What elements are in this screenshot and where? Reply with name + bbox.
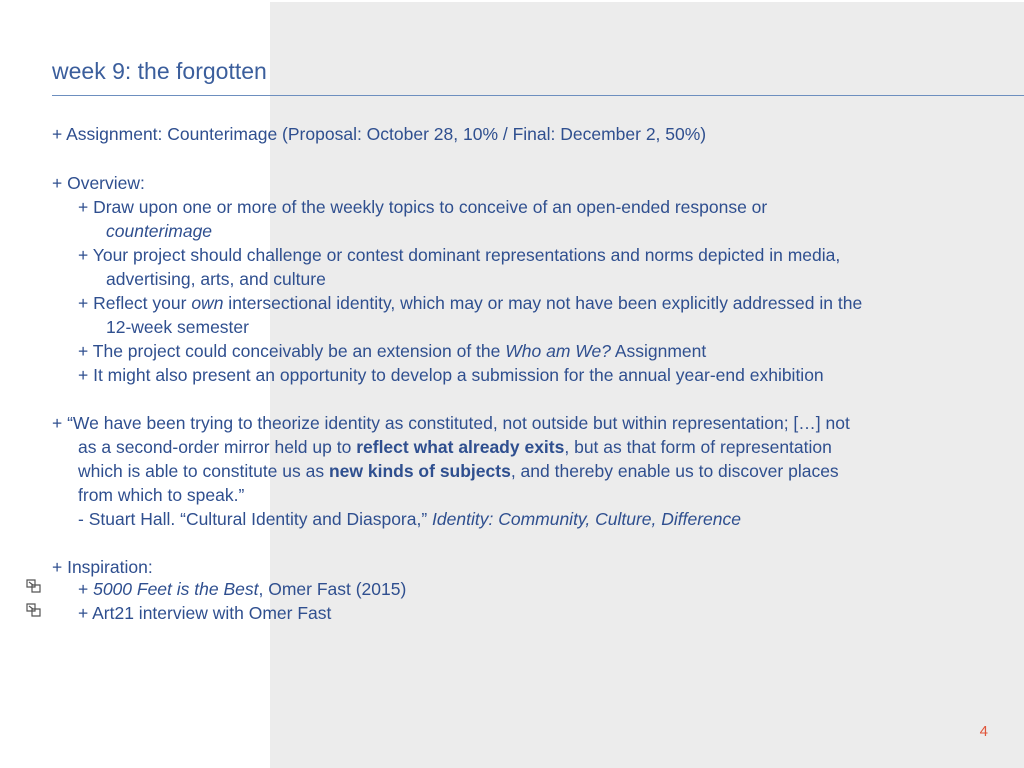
text: , Omer Fast (2015) (258, 579, 407, 599)
counterimage-term: counterimage (106, 221, 213, 241)
inspiration-item-2[interactable]: + Art21 interview with Omer Fast (78, 603, 332, 623)
page-number: 4 (979, 723, 988, 740)
overview-bullet-2-cont: advertising, arts, and culture (106, 269, 326, 289)
text: + Reflect your (78, 293, 192, 313)
book-title: Identity: Community, Culture, Difference (432, 509, 742, 529)
text: which is able to constitute us as (78, 461, 329, 481)
overview-bullet-5: + It might also present an opportunity to develop a submission for the annual year-end exhibition (78, 365, 824, 385)
text: + The project could conceivably be an extension of the (78, 341, 506, 361)
overview-bullet-4 (78, 339, 706, 363)
overview-bullet-1-cont (106, 219, 212, 243)
emphasis: Who am We? (505, 341, 611, 361)
inspiration-item-1[interactable] (78, 577, 406, 601)
text: , but as that form of representation (564, 437, 832, 457)
text: , and thereby enable us to discover places (510, 461, 839, 481)
title-divider (52, 95, 1024, 96)
overview-bullet-3-cont: 12-week semester (106, 317, 249, 337)
overview-bullet-2: + Your project should challenge or contest dominant representations and norms depicted in media, (78, 245, 841, 265)
emphasis: own (191, 293, 224, 313)
overview-heading: + Overview: (52, 173, 145, 193)
quote-line-3 (78, 459, 839, 483)
film-title: 5000 Feet is the Best (93, 579, 259, 599)
text: + (78, 579, 94, 599)
quote-line-1: + “We have been trying to theorize identity as constituted, not outside but within representation; […] not (52, 413, 850, 433)
quote-line-4: from which to speak.” (78, 485, 245, 505)
bold-phrase: reflect what already exits (356, 437, 565, 457)
quote-citation (78, 507, 741, 531)
link-icon[interactable] (24, 576, 44, 596)
overview-bullet-3 (78, 291, 862, 315)
bold-phrase: new kinds of subjects (328, 461, 511, 481)
assignment-line: + Assignment: Counterimage (Proposal: October 28, 10% / Final: December 2, 50%) (52, 124, 707, 144)
overview-bullet-1: + Draw upon one or more of the weekly topics to conceive of an open-ended response or (78, 197, 768, 217)
text: as a second-order mirror held up to (78, 437, 357, 457)
text: intersectional identity, which may or may not have been explicitly addressed in the (223, 293, 863, 313)
slide-title: week 9: the forgotten (52, 58, 267, 84)
text: Assignment (610, 341, 707, 361)
link-icon[interactable] (24, 600, 44, 620)
text: - Stuart Hall. “Cultural Identity and Diaspora,” (78, 509, 433, 529)
inspiration-heading: + Inspiration: (52, 557, 153, 577)
quote-line-2 (78, 435, 832, 459)
